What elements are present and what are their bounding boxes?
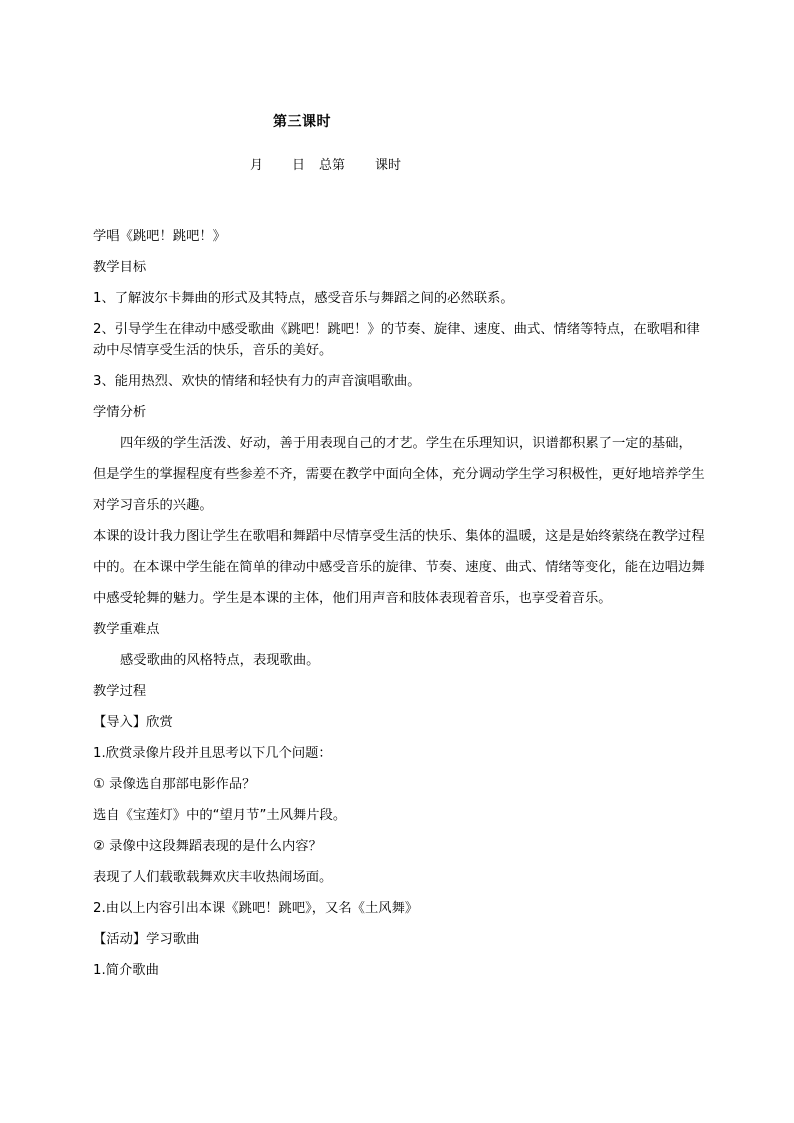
answer-2: 表现了人们载歌载舞欢庆丰收热闹场面。	[93, 870, 333, 885]
intro-heading: 【导入】欣赏	[93, 715, 173, 730]
period-label: 课时	[375, 158, 402, 173]
lesson-title: 第三课时	[273, 114, 331, 130]
intro-item-2: 2.由以上内容引出本课《跳吧！跳吧》，又名《土风舞》	[93, 901, 419, 916]
intro-item-1: 1.欣赏录像片段并且思考以下几个问题：	[93, 746, 332, 761]
question-2: ② 录像中这段舞蹈表现的是什么内容？	[93, 839, 322, 854]
difficulty-heading: 教学重难点	[93, 622, 160, 637]
analysis-heading: 学情分析	[93, 405, 147, 420]
objective-2: 2、引导学生在律动中感受歌曲《跳吧！跳吧！》的节奏、旋律、速度、曲式、情绪等特点，在歌唱和律动中尽情享受生活的快乐，音乐的美好。	[93, 322, 700, 358]
objective-3: 3、能用热烈、欢快的情绪和轻快有力的声音演唱歌曲。	[93, 374, 421, 389]
day-label: 日	[292, 158, 306, 173]
question-1: ① 录像选自那部电影作品？	[93, 777, 256, 792]
analysis-paragraph-1: 四年级的学生活泼、好动，善于用表现自己的才艺。学生在乐理知识，识谱都积累了一定的基础，但是学生的掌握程度有些参差不齐，需要在教学中面向全体，充分调动学生学习积极性，更好地培养学生对学习音乐的兴趣。	[93, 436, 705, 513]
total-label: 总第	[319, 158, 346, 173]
document-body	[93, 226, 705, 991]
activity-item-1: 1.简介歌曲	[93, 963, 159, 978]
month-label: 月	[250, 158, 264, 173]
answer-1: 选自《宝莲灯》中的“望月节”土风舞片段。	[93, 808, 347, 823]
objectives-heading: 教学目标	[93, 260, 147, 275]
process-heading: 教学过程	[93, 684, 147, 699]
song-title: 学唱《跳吧！跳吧！》	[93, 229, 226, 244]
activity-heading: 【活动】学习歌曲	[93, 932, 200, 947]
objective-1: 1、了解波尔卡舞曲的形式及其特点，感受音乐与舞蹈之间的必然联系。	[93, 291, 514, 306]
analysis-paragraph-2: 本课的设计我力图让学生在歌唱和舞蹈中尽情享受生活的快乐、集体的温暖，这是是始终萦绕在教学过程中的。在本课中学生能在简单的律动中感受音乐的旋律、节奏、速度、曲式、情绪等变化，能在边唱边舞中感受轮舞的魅力。学生是本课的主体，他们用声音和肢体表现着音乐，也享受着音乐。	[93, 529, 705, 606]
difficulty-text: 感受歌曲的风格特点，表现歌曲。	[120, 653, 320, 668]
